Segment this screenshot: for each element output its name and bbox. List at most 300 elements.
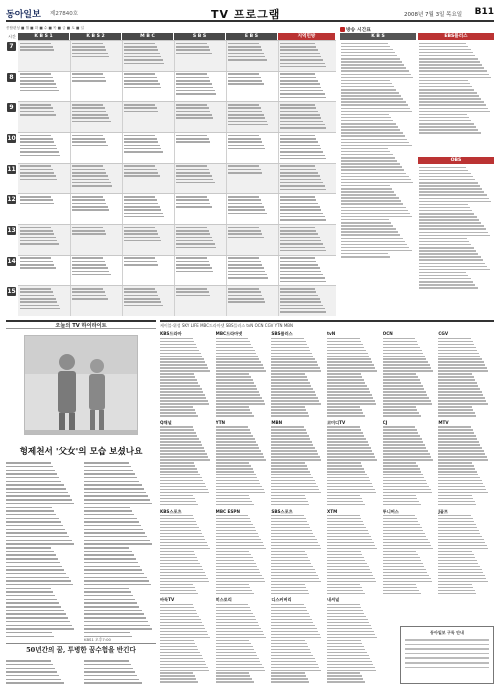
text-line xyxy=(327,376,362,377)
text-line xyxy=(228,141,262,143)
text-line xyxy=(327,495,360,496)
text-line xyxy=(160,453,207,454)
right-marker-label: 방송 시간표 xyxy=(346,28,371,33)
text-line xyxy=(341,231,398,233)
text-line xyxy=(438,394,483,395)
text-line xyxy=(341,58,400,60)
text-line xyxy=(271,678,307,679)
text-line xyxy=(438,438,477,439)
text-line xyxy=(216,459,266,460)
text-line xyxy=(216,649,254,650)
text-line xyxy=(160,539,205,540)
text-line xyxy=(327,518,361,519)
text-line xyxy=(341,61,402,63)
channel-title: YTN xyxy=(215,419,226,425)
text-line xyxy=(341,145,412,147)
program-cell xyxy=(70,164,120,193)
section-title: TV 프로그램 xyxy=(211,8,281,21)
text-line xyxy=(216,607,250,608)
text-line xyxy=(438,575,484,576)
text-line xyxy=(271,619,312,620)
text-line xyxy=(6,562,60,563)
text-line xyxy=(341,244,407,246)
text-line xyxy=(6,477,59,478)
text-line xyxy=(160,474,200,475)
text-line xyxy=(383,486,429,487)
feature-byline: KBS1 오후7:00 xyxy=(84,637,111,642)
text-line xyxy=(327,670,376,671)
program-cell xyxy=(18,133,68,162)
text-line xyxy=(84,668,133,669)
text-line xyxy=(341,132,403,134)
text-line xyxy=(327,637,377,638)
channel-block xyxy=(216,420,269,506)
text-line xyxy=(327,471,365,472)
text-line xyxy=(383,338,416,339)
text-line xyxy=(419,176,473,178)
text-line xyxy=(6,495,70,496)
text-line xyxy=(341,120,393,122)
text-line xyxy=(176,199,209,201)
text-line xyxy=(84,543,152,544)
text-line xyxy=(228,114,264,116)
text-line xyxy=(327,681,365,682)
text-line xyxy=(216,554,251,555)
text-line xyxy=(383,581,432,582)
text-line xyxy=(216,356,258,357)
schedule-list xyxy=(340,41,416,316)
channel-block xyxy=(327,331,380,417)
text-line xyxy=(72,169,105,171)
text-line xyxy=(341,207,406,209)
text-line xyxy=(327,353,368,354)
text-line xyxy=(280,219,326,221)
text-line xyxy=(438,483,483,484)
text-line xyxy=(228,73,259,75)
text-line xyxy=(327,453,374,454)
text-line xyxy=(216,518,250,519)
text-line xyxy=(271,344,307,345)
text-line xyxy=(341,176,409,178)
text-line xyxy=(438,593,476,594)
text-line xyxy=(327,557,364,558)
text-line xyxy=(271,575,317,576)
text-line xyxy=(438,492,487,493)
text-line xyxy=(280,240,321,242)
text-line xyxy=(280,80,318,82)
text-line xyxy=(20,196,51,198)
text-line xyxy=(271,480,314,481)
text-line xyxy=(383,563,423,564)
text-line xyxy=(72,46,105,48)
text-line xyxy=(6,580,71,581)
text-line xyxy=(6,554,56,555)
text-line xyxy=(419,120,471,122)
text-line xyxy=(271,441,312,442)
text-line xyxy=(228,267,264,269)
text-line xyxy=(20,305,59,307)
channel-title: SBS플러스 xyxy=(271,331,293,336)
text-line xyxy=(20,199,53,201)
text-line xyxy=(84,675,137,676)
text-line xyxy=(6,573,66,574)
text-line xyxy=(216,489,264,490)
text-line xyxy=(280,104,315,106)
text-line xyxy=(216,453,263,454)
text-line xyxy=(438,515,471,516)
text-line xyxy=(176,237,212,239)
text-line xyxy=(271,563,311,564)
text-line xyxy=(124,63,164,65)
text-line xyxy=(383,554,418,555)
text-line xyxy=(216,397,262,398)
text-line xyxy=(6,569,64,570)
channel-title: MBN xyxy=(271,419,283,425)
text-line xyxy=(228,111,262,113)
text-line xyxy=(271,426,304,427)
text-line xyxy=(124,199,157,201)
text-line xyxy=(160,530,201,531)
text-line xyxy=(160,432,196,433)
text-line xyxy=(271,584,304,585)
text-line xyxy=(72,111,106,113)
text-line xyxy=(216,388,258,389)
text-line xyxy=(6,543,74,544)
text-line xyxy=(327,622,369,623)
text-line xyxy=(84,536,147,537)
program-cell xyxy=(122,41,172,70)
text-line xyxy=(438,385,478,386)
text-line xyxy=(438,450,483,451)
text-line xyxy=(438,415,476,416)
hour-marker: 10 xyxy=(7,135,16,142)
text-line xyxy=(216,572,261,573)
text-line xyxy=(271,388,313,389)
text-line xyxy=(124,230,157,232)
text-line xyxy=(327,610,363,611)
text-line xyxy=(280,169,316,171)
text-line xyxy=(176,43,207,45)
text-line xyxy=(271,566,313,567)
text-line xyxy=(228,206,264,208)
text-line xyxy=(271,539,316,540)
text-line xyxy=(383,344,419,345)
text-line xyxy=(124,138,157,140)
text-line xyxy=(280,267,320,269)
text-line xyxy=(84,580,149,581)
text-line xyxy=(280,311,326,313)
text-line xyxy=(438,480,481,481)
text-line xyxy=(216,468,253,469)
text-line xyxy=(383,426,416,427)
text-line xyxy=(419,70,487,72)
text-line xyxy=(271,521,307,522)
channel-title: CGV xyxy=(438,331,449,336)
text-line xyxy=(438,477,480,478)
text-line xyxy=(6,488,66,489)
text-line xyxy=(383,468,420,469)
text-line xyxy=(438,400,486,401)
text-line xyxy=(160,429,194,430)
text-line xyxy=(383,444,425,445)
text-line xyxy=(271,400,319,401)
text-line xyxy=(228,264,262,266)
text-line xyxy=(438,474,478,475)
text-line xyxy=(383,462,417,463)
text-line xyxy=(341,43,388,45)
text-line xyxy=(327,388,369,389)
text-line xyxy=(124,213,163,215)
text-line xyxy=(124,87,161,89)
text-line xyxy=(327,338,360,339)
text-line xyxy=(341,225,393,227)
channel-title: 바둑TV xyxy=(160,597,175,603)
text-line xyxy=(383,447,427,448)
text-line xyxy=(160,637,210,638)
text-line xyxy=(20,77,53,79)
text-line xyxy=(176,87,213,89)
text-line xyxy=(20,145,56,147)
text-line xyxy=(84,558,136,559)
text-line xyxy=(20,175,56,177)
text-line xyxy=(6,529,65,530)
marker-icon xyxy=(340,27,345,32)
text-line xyxy=(216,524,253,525)
feature-body-column xyxy=(6,460,78,642)
text-line xyxy=(160,581,209,582)
text-line xyxy=(160,681,198,682)
text-line xyxy=(341,219,389,221)
text-line xyxy=(327,358,371,359)
text-line xyxy=(280,182,323,184)
text-line xyxy=(216,450,261,451)
text-line xyxy=(327,347,364,348)
text-line xyxy=(6,628,74,629)
text-line xyxy=(160,492,209,493)
text-line xyxy=(84,473,135,474)
text-line xyxy=(6,664,53,665)
text-line xyxy=(327,658,370,659)
text-line xyxy=(341,203,403,205)
channel-block xyxy=(327,509,380,595)
text-line xyxy=(341,117,391,119)
text-line xyxy=(327,521,363,522)
text-line xyxy=(160,406,193,407)
text-line xyxy=(438,367,486,368)
text-line xyxy=(438,403,487,404)
text-line xyxy=(419,238,467,240)
text-line xyxy=(6,518,59,519)
text-line xyxy=(20,148,57,150)
text-line xyxy=(84,507,130,508)
text-line xyxy=(72,203,106,205)
text-line xyxy=(216,619,257,620)
text-line xyxy=(327,350,366,351)
text-line xyxy=(419,52,473,54)
text-line xyxy=(228,199,261,201)
text-line xyxy=(124,295,158,297)
text-line xyxy=(438,453,485,454)
text-line xyxy=(72,185,112,187)
text-line xyxy=(327,536,371,537)
text-line xyxy=(271,593,309,594)
text-line xyxy=(20,264,54,266)
text-line xyxy=(383,560,421,561)
text-line xyxy=(419,86,472,88)
text-line xyxy=(327,652,367,653)
text-line xyxy=(271,649,309,650)
text-line xyxy=(216,527,255,528)
text-line xyxy=(84,679,139,680)
text-line xyxy=(124,257,155,259)
text-line xyxy=(341,108,410,110)
text-line xyxy=(176,73,207,75)
text-line xyxy=(383,373,417,374)
text-line xyxy=(124,141,158,143)
text-line xyxy=(327,593,365,594)
text-line xyxy=(341,228,396,230)
text-line xyxy=(383,501,419,502)
text-line xyxy=(383,471,421,472)
text-line xyxy=(216,373,250,374)
hour-marker: 8 xyxy=(7,73,16,82)
text-line xyxy=(327,415,365,416)
text-line xyxy=(271,530,312,531)
text-line xyxy=(271,527,310,528)
text-line xyxy=(160,412,196,413)
publication-date: 2008년 7월 3일 목요일 xyxy=(404,12,463,18)
text-line xyxy=(327,459,377,460)
text-line xyxy=(124,145,160,147)
text-line xyxy=(271,613,308,614)
text-line xyxy=(216,486,262,487)
right-column xyxy=(340,33,494,316)
text-line xyxy=(327,447,371,448)
text-line xyxy=(271,631,318,632)
text-line xyxy=(341,74,411,76)
text-line xyxy=(383,358,427,359)
text-line xyxy=(84,499,150,500)
text-line xyxy=(160,672,193,673)
text-line xyxy=(160,489,208,490)
text-line xyxy=(438,498,473,499)
schedule-list xyxy=(418,165,494,316)
text-line xyxy=(228,117,265,119)
text-line xyxy=(228,274,267,276)
program-cell xyxy=(122,164,172,193)
text-line xyxy=(327,450,372,451)
text-line xyxy=(327,391,370,392)
text-line xyxy=(341,154,393,156)
text-line xyxy=(271,551,305,552)
text-line xyxy=(176,261,209,263)
text-line xyxy=(228,298,264,300)
text-line xyxy=(280,209,321,211)
text-line xyxy=(228,49,262,51)
text-line xyxy=(84,562,138,563)
text-line xyxy=(84,566,140,567)
text-line xyxy=(6,606,61,607)
text-line xyxy=(383,391,426,392)
text-line xyxy=(84,625,150,626)
text-line xyxy=(228,165,259,167)
text-line xyxy=(72,227,103,229)
text-line xyxy=(124,203,158,205)
text-line xyxy=(176,182,215,184)
text-line xyxy=(327,480,370,481)
text-line xyxy=(160,347,197,348)
text-line xyxy=(280,247,325,249)
text-line xyxy=(341,160,397,162)
text-line xyxy=(419,92,477,94)
text-line xyxy=(327,625,371,626)
text-line xyxy=(216,625,260,626)
text-line xyxy=(6,470,55,471)
text-line xyxy=(280,203,318,205)
text-line xyxy=(271,581,320,582)
text-line xyxy=(280,138,316,140)
channel-block xyxy=(383,420,436,506)
program-cell xyxy=(70,225,120,254)
text-line xyxy=(84,495,148,496)
text-line xyxy=(124,301,161,303)
hour-marker: 14 xyxy=(7,257,16,265)
text-line xyxy=(6,675,59,676)
text-line xyxy=(280,56,321,58)
text-line xyxy=(271,394,316,395)
text-line xyxy=(72,295,106,297)
text-line xyxy=(419,278,471,280)
text-line xyxy=(327,542,374,543)
text-line xyxy=(124,288,155,290)
text-line xyxy=(160,545,208,546)
text-line xyxy=(84,682,142,683)
text-line xyxy=(341,52,395,54)
text-line xyxy=(341,216,412,218)
text-line xyxy=(124,298,160,300)
text-line xyxy=(216,409,251,410)
text-line xyxy=(6,602,59,603)
text-line xyxy=(419,46,468,48)
text-line xyxy=(124,43,155,45)
text-line xyxy=(20,295,54,297)
text-line xyxy=(84,628,152,629)
text-line xyxy=(160,527,199,528)
text-line xyxy=(216,477,258,478)
text-line xyxy=(419,204,468,206)
text-line xyxy=(327,406,360,407)
program-cell xyxy=(226,286,276,315)
text-line xyxy=(160,486,206,487)
text-line xyxy=(271,675,306,676)
program-cell xyxy=(70,194,120,223)
text-line xyxy=(20,138,53,140)
text-line xyxy=(383,400,431,401)
text-line xyxy=(176,80,210,82)
text-line xyxy=(280,172,318,174)
text-line xyxy=(20,165,51,167)
text-line xyxy=(280,90,323,92)
text-line xyxy=(6,540,72,541)
text-line xyxy=(160,462,194,463)
text-line xyxy=(176,267,212,269)
text-line xyxy=(327,664,373,665)
text-line xyxy=(72,117,109,119)
text-line xyxy=(216,379,253,380)
text-line xyxy=(160,631,207,632)
text-line xyxy=(124,46,157,48)
text-line xyxy=(216,536,260,537)
